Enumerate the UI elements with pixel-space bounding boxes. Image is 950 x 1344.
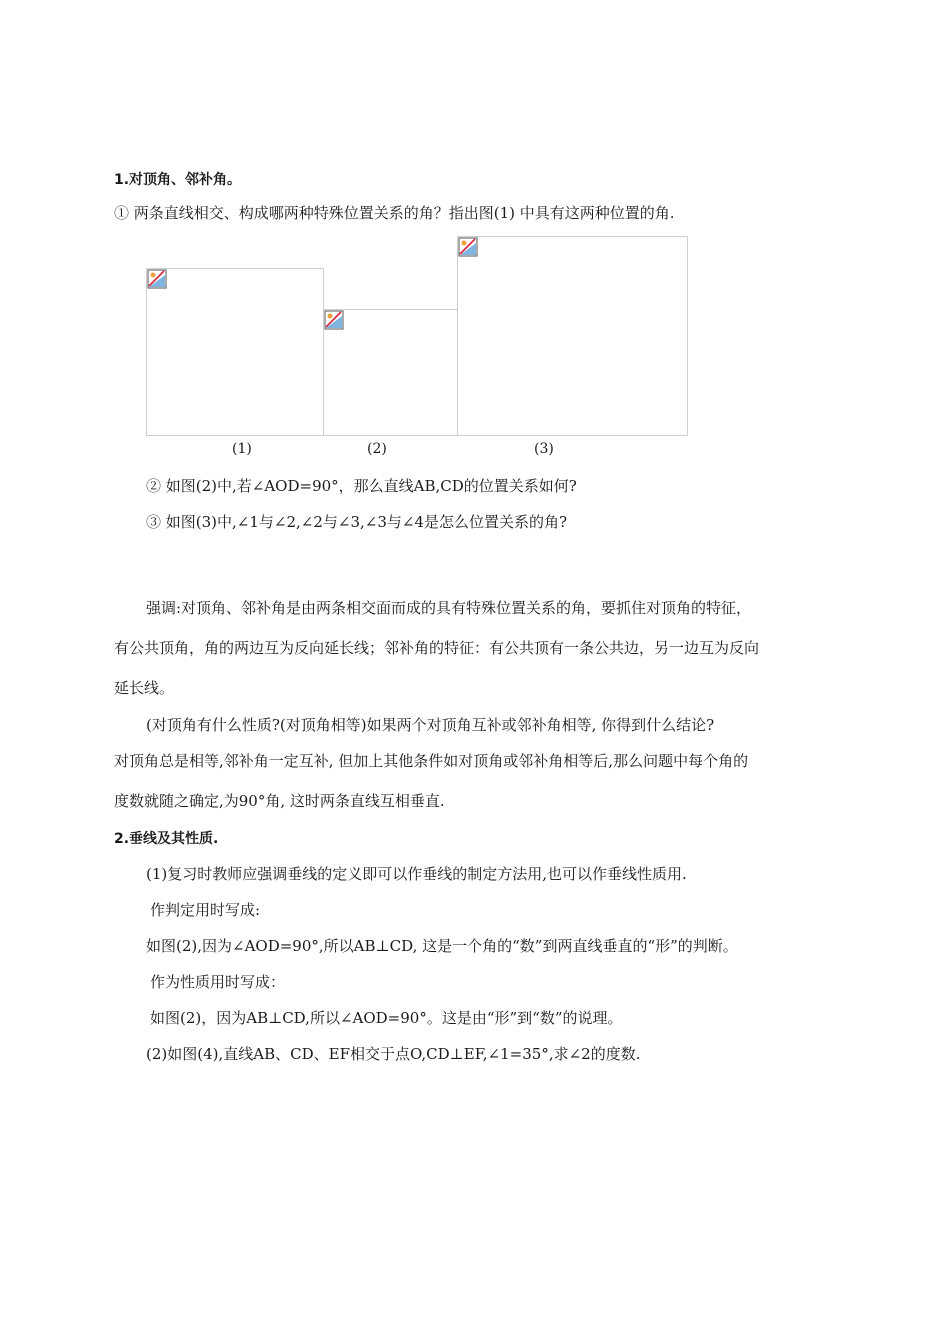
broken-image-icon xyxy=(458,237,478,257)
figure-2-caption: (2) xyxy=(367,441,387,457)
section2-paragraph-1: (1)复习时教师应强调垂线的定义即可以作垂线的制定方法用,也可以作垂线性质用. xyxy=(146,865,687,883)
figure-1-caption: (1) xyxy=(232,441,252,457)
answer-line-1: 对顶角总是相等,邻补角一定互补, 但加上其他条件如对顶角或邻补角相等后,那么问题中每个角的 xyxy=(114,752,749,770)
section1-heading: 1.对顶角、邻补角。 xyxy=(114,172,242,188)
section2-paragraph-4: 作为性质用时写成： xyxy=(150,973,286,991)
emphasis-line-1: 强调:对顶角、邻补角是由两条相交面而成的具有特殊位置关系的角，要抓住对顶角的特征， xyxy=(146,599,752,617)
question-1: ① 两条直线相交、构成哪两种特殊位置关系的角？指出图(1) 中具有这两种位置的角. xyxy=(114,204,675,222)
broken-image-icon xyxy=(324,310,344,330)
figure-1-image xyxy=(146,268,324,436)
section2-paragraph-3: 如图(2),因为∠AOD=90°,所以AB⊥CD, 这是一个角的“数”到两直线垂直的“形”的判断。 xyxy=(146,937,738,955)
section2-paragraph-2: 作判定用时写成: xyxy=(150,901,261,919)
question-3: ③ 如图(3)中,∠1与∠2,∠2与∠3,∠3与∠4是怎么位置关系的角? xyxy=(146,513,568,531)
emphasis-line-2: 有公共顶角，角的两边互为反向延长线；邻补角的特征：有公共顶有一条公共边，另一边互为反向 xyxy=(114,639,760,657)
emphasis-line-3: 延长线。 xyxy=(114,679,175,697)
section2-paragraph-6: (2)如图(4),直线AB、CD、EF相交于点O,CD⊥EF,∠1=35°,求∠2的度数. xyxy=(146,1045,641,1063)
property-question: (对顶角有什么性质?(对顶角相等)如果两个对顶角互补或邻补角相等, 你得到什么结论? xyxy=(146,716,715,734)
figure-3-image xyxy=(457,236,688,436)
section2-paragraph-5: 如图(2)，因为AB⊥CD,所以∠AOD=90°。这是由“形”到“数”的说理。 xyxy=(150,1009,623,1027)
figure-2-image xyxy=(323,309,459,436)
section2-heading: 2.垂线及其性质. xyxy=(114,831,219,847)
question-2: ② 如图(2)中,若∠AOD=90°，那么直线AB,CD的位置关系如何? xyxy=(146,477,577,495)
broken-image-icon xyxy=(147,269,167,289)
answer-line-2: 度数就随之确定,为90°角, 这时两条直线互相垂直. xyxy=(114,792,445,810)
figure-3-caption: (3) xyxy=(534,441,554,457)
